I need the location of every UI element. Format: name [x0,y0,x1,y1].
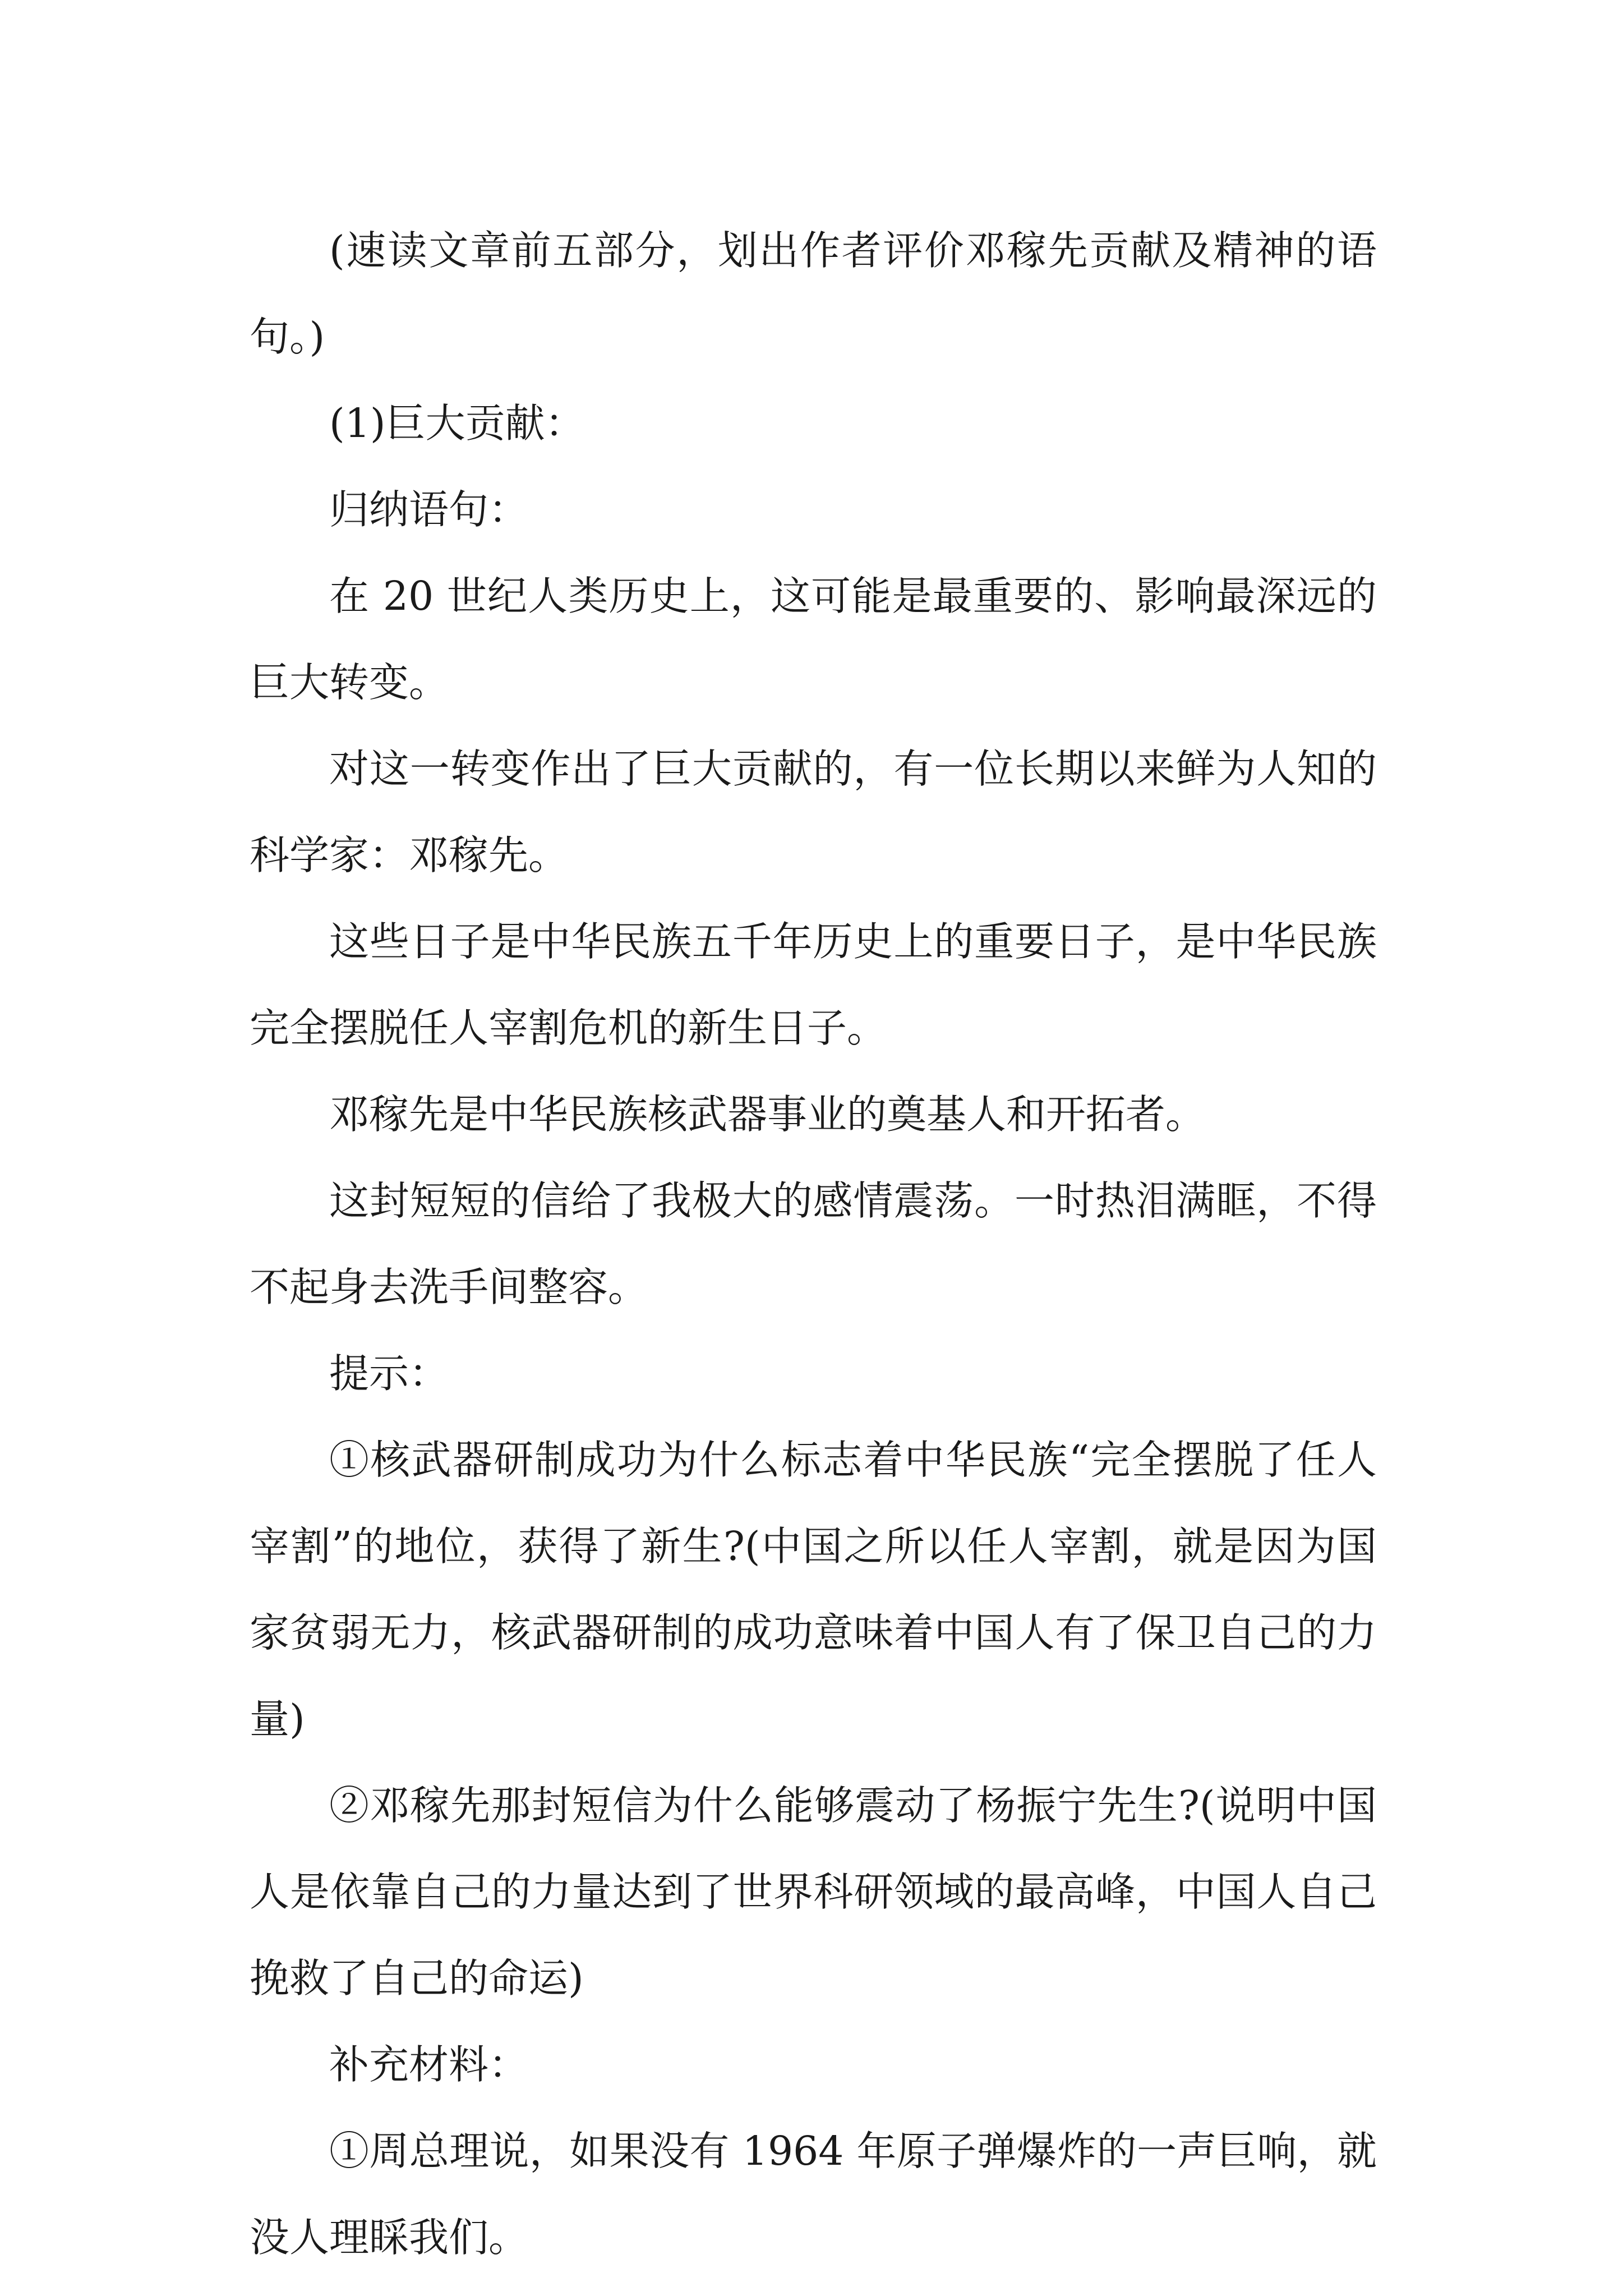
hint-item-2: ②邓稼先那封短信为什么能够震动了杨振宁先生?(说明中国人是依靠自己的力量达到了世界科研领域的最高峰，中国人自己挽救了自己的命运) [250,1782,1377,2001]
paragraph-founder: 邓稼先是中华民族核武器事业的奠基人和开拓者。 [329,1091,1206,1138]
paragraph-20th-century: 在 20 世纪人类历史上，这可能是最重要的、影响最深远的巨大转变。 [250,573,1377,706]
subheading-supplementary: 补充材料： [329,2041,529,2088]
hint-item-1: ①核武器研制成功为什么标志着中华民族“完全摆脱了任人宰割”的地位，获得了新生?(中国之所以任人宰割，就是因为国家贫弱无力，核武器研制的成功意味着中国人有了保卫自己的力量) [250,1437,1377,1742]
paragraph-important-days: 这些日子是中华民族五千年历史上的重要日子，是中华民族完全摆脱任人宰割危机的新生日子。 [250,918,1377,1051]
supplementary-item-1: ①周总理说，如果没有 1964 年原子弹爆炸的一声巨响，就没人理睬我们。 [250,2128,1377,2261]
subheading-hints: 提示： [329,1350,449,1397]
intro-instruction: (速读文章前五部分，划出作者评价邓稼先贡献及精神的语句。) [250,227,1377,360]
paragraph-letter: 这封短短的信给了我极大的感情震荡。一时热泪满眶，不得不起身去洗手间整容。 [250,1177,1377,1310]
document-page [250,208,1377,2281]
subheading-summary-sentences: 归纳语句： [329,486,529,533]
section-heading-contribution: (1)巨大贡献： [329,400,585,447]
paragraph-scientist: 对这一转变作出了巨大贡献的，有一位长期以来鲜为人知的科学家：邓稼先。 [250,746,1377,878]
